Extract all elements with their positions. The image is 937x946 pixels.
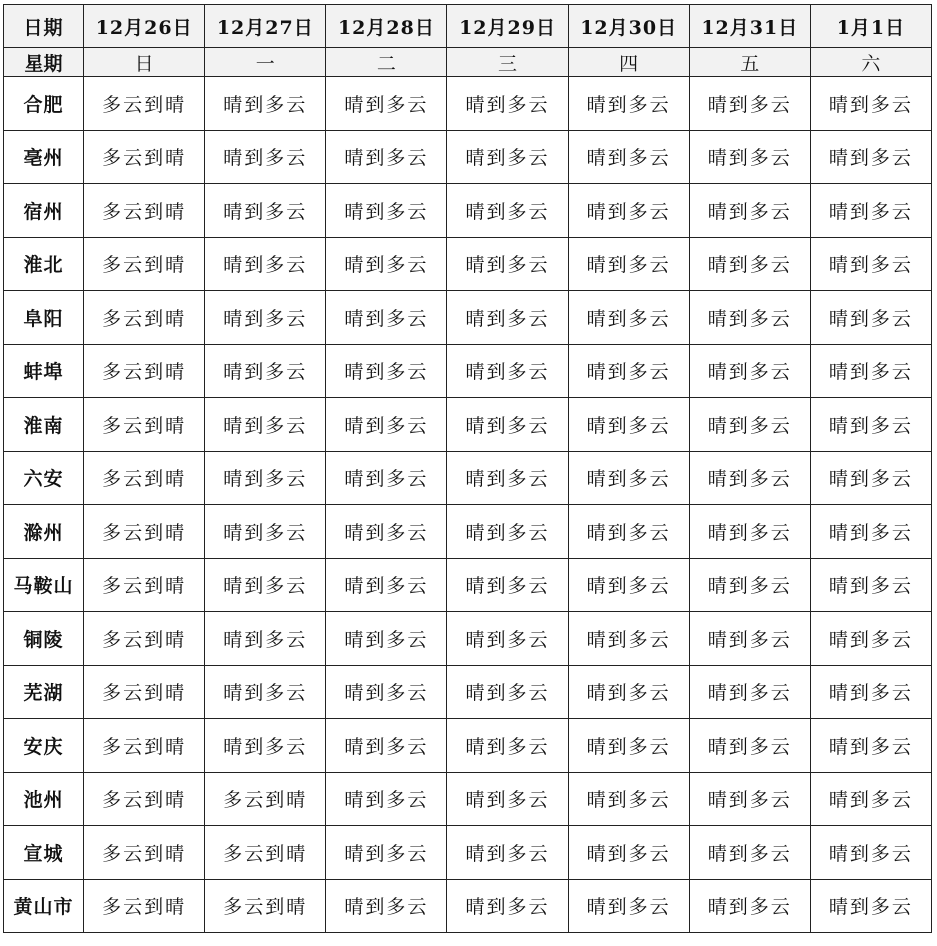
- forecast-cell: 晴到多云: [810, 291, 931, 345]
- forecast-cell: 晴到多云: [205, 665, 326, 719]
- table-row: [4, 184, 932, 238]
- forecast-cell: 多云到晴: [84, 772, 205, 826]
- table-row: [4, 130, 932, 184]
- forecast-cell: 多云到晴: [84, 237, 205, 291]
- date-label: 日期: [4, 5, 84, 48]
- forecast-cell: 晴到多云: [205, 77, 326, 131]
- city-name: 宿州: [4, 184, 84, 238]
- forecast-cell: 晴到多云: [568, 665, 689, 719]
- forecast-cell: 晴到多云: [205, 237, 326, 291]
- city-name: 芜湖: [4, 665, 84, 719]
- table-row: [4, 879, 932, 933]
- forecast-cell: 晴到多云: [810, 879, 931, 933]
- forecast-cell: 晴到多云: [326, 184, 447, 238]
- forecast-cell: 晴到多云: [689, 558, 810, 612]
- forecast-cell: 晴到多云: [568, 237, 689, 291]
- forecast-cell: 晴到多云: [326, 505, 447, 559]
- table-row: [4, 772, 932, 826]
- forecast-cell: 晴到多云: [689, 826, 810, 880]
- table-row: [4, 826, 932, 880]
- forecast-cell: 晴到多云: [447, 772, 568, 826]
- forecast-cell: 多云到晴: [84, 398, 205, 452]
- forecast-cell: 晴到多云: [810, 398, 931, 452]
- weekday-cell: 一: [205, 48, 326, 77]
- weekday-cell: 四: [568, 48, 689, 77]
- forecast-cell: 晴到多云: [326, 451, 447, 505]
- forecast-cell: 多云到晴: [205, 879, 326, 933]
- forecast-cell: 晴到多云: [205, 398, 326, 452]
- forecast-cell: 晴到多云: [568, 879, 689, 933]
- forecast-cell: 多云到晴: [84, 130, 205, 184]
- forecast-cell: 晴到多云: [326, 77, 447, 131]
- forecast-cell: 晴到多云: [568, 826, 689, 880]
- city-name: 马鞍山: [4, 558, 84, 612]
- forecast-cell: 晴到多云: [447, 879, 568, 933]
- forecast-cell: 晴到多云: [568, 612, 689, 666]
- forecast-cell: 晴到多云: [689, 612, 810, 666]
- forecast-cell: 多云到晴: [84, 826, 205, 880]
- forecast-cell: 晴到多云: [326, 237, 447, 291]
- city-name: 滁州: [4, 505, 84, 559]
- forecast-cell: 晴到多云: [568, 772, 689, 826]
- forecast-cell: 晴到多云: [326, 130, 447, 184]
- city-name: 铜陵: [4, 612, 84, 666]
- date-cell: 12月30日: [568, 5, 689, 48]
- forecast-cell: 晴到多云: [447, 77, 568, 131]
- forecast-cell: 晴到多云: [447, 505, 568, 559]
- date-cell: 12月29日: [447, 5, 568, 48]
- date-cell: 1月1日: [810, 5, 931, 48]
- forecast-cell: 晴到多云: [447, 237, 568, 291]
- date-header-row: [4, 5, 932, 48]
- city-name: 淮南: [4, 398, 84, 452]
- forecast-cell: 晴到多云: [326, 291, 447, 345]
- forecast-cell: 晴到多云: [810, 130, 931, 184]
- forecast-cell: 晴到多云: [568, 344, 689, 398]
- forecast-cell: 晴到多云: [810, 665, 931, 719]
- city-name: 安庆: [4, 719, 84, 773]
- forecast-cell: 晴到多云: [447, 558, 568, 612]
- date-cell: 12月31日: [689, 5, 810, 48]
- date-cell: 12月27日: [205, 5, 326, 48]
- forecast-cell: 晴到多云: [689, 344, 810, 398]
- forecast-cell: 晴到多云: [205, 130, 326, 184]
- forecast-cell: 晴到多云: [810, 612, 931, 666]
- date-cell: 12月28日: [326, 5, 447, 48]
- table-row: [4, 665, 932, 719]
- forecast-cell: 晴到多云: [326, 719, 447, 773]
- weekday-cell: 五: [689, 48, 810, 77]
- forecast-cell: 晴到多云: [810, 505, 931, 559]
- forecast-cell: 多云到晴: [84, 451, 205, 505]
- forecast-cell: 晴到多云: [326, 558, 447, 612]
- forecast-cell: 晴到多云: [447, 826, 568, 880]
- forecast-cell: 晴到多云: [689, 451, 810, 505]
- weather-forecast-table: [3, 4, 932, 933]
- forecast-cell: 晴到多云: [689, 772, 810, 826]
- forecast-cell: 晴到多云: [447, 184, 568, 238]
- forecast-cell: 晴到多云: [810, 451, 931, 505]
- forecast-cell: 晴到多云: [689, 130, 810, 184]
- table-row: [4, 719, 932, 773]
- city-name: 六安: [4, 451, 84, 505]
- weekday-cell: 六: [810, 48, 931, 77]
- forecast-cell: 晴到多云: [810, 344, 931, 398]
- forecast-cell: 多云到晴: [84, 184, 205, 238]
- forecast-cell: 晴到多云: [810, 77, 931, 131]
- forecast-cell: 多云到晴: [84, 719, 205, 773]
- forecast-cell: 多云到晴: [84, 505, 205, 559]
- forecast-cell: 晴到多云: [568, 130, 689, 184]
- forecast-cell: 晴到多云: [810, 237, 931, 291]
- forecast-cell: 晴到多云: [326, 826, 447, 880]
- table-row: [4, 505, 932, 559]
- forecast-cell: 晴到多云: [447, 451, 568, 505]
- forecast-cell: 晴到多云: [810, 558, 931, 612]
- city-name: 淮北: [4, 237, 84, 291]
- forecast-cell: 晴到多云: [810, 826, 931, 880]
- forecast-cell: 多云到晴: [84, 558, 205, 612]
- forecast-cell: 晴到多云: [326, 344, 447, 398]
- city-name: 阜阳: [4, 291, 84, 345]
- table-row: [4, 344, 932, 398]
- forecast-cell: 晴到多云: [568, 184, 689, 238]
- forecast-cell: 晴到多云: [205, 291, 326, 345]
- forecast-cell: 晴到多云: [568, 719, 689, 773]
- city-name: 宣城: [4, 826, 84, 880]
- weekday-header-row: [4, 48, 932, 77]
- forecast-cell: 晴到多云: [326, 879, 447, 933]
- forecast-cell: 多云到晴: [205, 826, 326, 880]
- forecast-cell: 晴到多云: [810, 184, 931, 238]
- weekday-label: 星期: [4, 48, 84, 77]
- forecast-cell: 晴到多云: [205, 184, 326, 238]
- forecast-cell: 晴到多云: [326, 772, 447, 826]
- forecast-cell: 晴到多云: [326, 665, 447, 719]
- table-row: [4, 77, 932, 131]
- forecast-cell: 晴到多云: [810, 719, 931, 773]
- forecast-cell: 晴到多云: [689, 719, 810, 773]
- forecast-cell: 晴到多云: [689, 184, 810, 238]
- date-cell: 12月26日: [84, 5, 205, 48]
- table-row: [4, 237, 932, 291]
- table-row: [4, 291, 932, 345]
- forecast-cell: 晴到多云: [568, 451, 689, 505]
- forecast-cell: 多云到晴: [84, 879, 205, 933]
- forecast-cell: 晴到多云: [447, 130, 568, 184]
- city-name: 合肥: [4, 77, 84, 131]
- forecast-cell: 晴到多云: [205, 505, 326, 559]
- forecast-cell: 晴到多云: [447, 719, 568, 773]
- forecast-cell: 晴到多云: [205, 612, 326, 666]
- forecast-cell: 晴到多云: [205, 344, 326, 398]
- forecast-cell: 晴到多云: [568, 291, 689, 345]
- city-name: 池州: [4, 772, 84, 826]
- forecast-cell: 晴到多云: [689, 879, 810, 933]
- forecast-cell: 晴到多云: [568, 505, 689, 559]
- forecast-cell: 晴到多云: [447, 344, 568, 398]
- forecast-cell: 晴到多云: [447, 291, 568, 345]
- forecast-cell: 晴到多云: [568, 558, 689, 612]
- forecast-cell: 晴到多云: [810, 772, 931, 826]
- forecast-cell: 晴到多云: [689, 665, 810, 719]
- forecast-cell: 晴到多云: [205, 719, 326, 773]
- forecast-cell: 晴到多云: [205, 558, 326, 612]
- forecast-cell: 晴到多云: [326, 612, 447, 666]
- forecast-cell: 晴到多云: [689, 505, 810, 559]
- table-row: [4, 451, 932, 505]
- forecast-cell: 多云到晴: [84, 291, 205, 345]
- city-name: 亳州: [4, 130, 84, 184]
- forecast-cell: 晴到多云: [689, 291, 810, 345]
- forecast-cell: 晴到多云: [689, 77, 810, 131]
- table-row: [4, 612, 932, 666]
- forecast-cell: 晴到多云: [447, 665, 568, 719]
- forecast-cell: 晴到多云: [447, 398, 568, 452]
- forecast-cell: 晴到多云: [447, 612, 568, 666]
- forecast-cell: 晴到多云: [689, 398, 810, 452]
- forecast-cell: 多云到晴: [84, 344, 205, 398]
- forecast-cell: 晴到多云: [205, 451, 326, 505]
- weekday-cell: 日: [84, 48, 205, 77]
- forecast-cell: 多云到晴: [205, 772, 326, 826]
- weekday-cell: 三: [447, 48, 568, 77]
- forecast-cell: 晴到多云: [568, 77, 689, 131]
- weekday-cell: 二: [326, 48, 447, 77]
- forecast-cell: 晴到多云: [568, 398, 689, 452]
- forecast-cell: 多云到晴: [84, 612, 205, 666]
- forecast-cell: 晴到多云: [689, 237, 810, 291]
- forecast-cell: 晴到多云: [326, 398, 447, 452]
- forecast-cell: 多云到晴: [84, 665, 205, 719]
- forecast-cell: 多云到晴: [84, 77, 205, 131]
- table-row: [4, 558, 932, 612]
- table-row: [4, 398, 932, 452]
- city-name: 黄山市: [4, 879, 84, 933]
- city-name: 蚌埠: [4, 344, 84, 398]
